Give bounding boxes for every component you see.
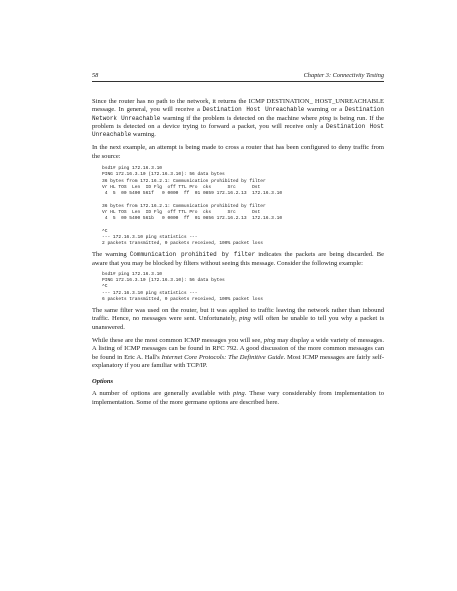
code-line: --- 172.16.3.10 ping statistics --- bbox=[102, 290, 198, 296]
code-line: PING 172.16.3.10 (172.16.3.10): 56 data bytes bbox=[102, 172, 225, 178]
inline-code: Destination Host Unreachable bbox=[202, 106, 305, 114]
text-run: indicates the packets are being discarded. Be aware that you may be blocked by filters without seeing this message. Consider the following example: bbox=[92, 251, 385, 267]
chapter-title: Chapter 3: Connectivity Testing bbox=[303, 72, 384, 79]
code-line: Vr HL TOS Len ID Flg off TTL Pro cks Src Dst bbox=[102, 184, 261, 190]
code-line: ^C bbox=[102, 228, 108, 234]
book-page bbox=[92, 72, 384, 407]
code-line: 36 bytes from 172.16.2.1: Communication prohibited by filter bbox=[102, 178, 266, 184]
section-heading-options: Options bbox=[92, 378, 114, 386]
code-block-filter bbox=[102, 166, 384, 247]
code-line: Vr HL TOS Len ID Flg off TTL Pro cks Src Dst bbox=[102, 209, 261, 215]
text-run: warning. bbox=[131, 131, 156, 139]
text-run: The same filter was used on the router, but it was applied to traffic leaving the network rather than inbound traffic. Hence, no messages were sent. Unfortunately, bbox=[92, 307, 384, 323]
code-line: 6 packets transmitted, 0 packets received, 100% packet loss bbox=[102, 296, 263, 302]
inline-code: Communication prohibited by filter bbox=[129, 251, 256, 259]
paragraph-same-filter bbox=[92, 307, 384, 332]
code-line: bsd1# ping 172.16.3.10 bbox=[102, 271, 163, 277]
command-name: ping bbox=[263, 337, 276, 345]
paragraph-next-example: In the next example, an attempt is being made to cross a router that has been configured to deny traffic from the source: bbox=[92, 144, 384, 160]
paragraph-options bbox=[92, 390, 384, 407]
paragraph-prohibited bbox=[92, 251, 384, 268]
text-run: . These vary considerably from implementation to implementation. Some of the more germane options are described here. bbox=[92, 390, 384, 406]
code-line: 2 packets transmitted, 0 packets received, 100% packet loss bbox=[102, 241, 263, 247]
text-run: may display a wide variety of messages. A listing of ICMP messages can be found in RFC 792. A good discussion of the more common messages can be found in Eric A. Hall's bbox=[92, 337, 384, 361]
inline-code: Destination Network Unreachable bbox=[92, 106, 384, 122]
text-run: is being run. If the problem is detected on a device trying to forward a packet, you will receive only a bbox=[92, 114, 384, 130]
command-name: ping bbox=[239, 315, 251, 323]
text-run: While these are the most common ICMP messages you will see, bbox=[92, 337, 264, 345]
book-title: Internet Core Protocols: The Definitive Guide bbox=[161, 353, 284, 361]
running-header bbox=[92, 72, 384, 82]
code-line: bsd1# ping 172.16.3.10 bbox=[102, 166, 163, 172]
code-line: --- 172.16.3.10 ping statistics --- bbox=[102, 234, 198, 240]
code-line: 36 bytes from 172.16.2.1: Communication prohibited by filter bbox=[102, 203, 266, 209]
text-run: The warning bbox=[92, 251, 130, 259]
code-line: 4 5 00 5400 561f 0 0000 ff 01 0859 172.16.2.13 172.16.3.10 bbox=[102, 191, 283, 197]
code-line: 4 5 00 5400 561b 0 0000 ff 01 0856 172.16.2.13 172.16.3.10 bbox=[102, 216, 283, 222]
inline-code: Destination Host Unreachable bbox=[92, 122, 384, 139]
paragraph-icmp-messages bbox=[92, 337, 384, 370]
page-number: 58 bbox=[92, 72, 99, 79]
code-line: ^C bbox=[102, 284, 108, 290]
text-run: warning if the problem is detected on the machine where bbox=[160, 114, 320, 122]
command-name: ping bbox=[319, 114, 332, 122]
text-run: Since the router has no path to the network, it returns the ICMP DESTINATION_ HOST_UNREACHABLE message. In general, you will receive a bbox=[92, 98, 384, 114]
code-line: PING 172.16.3.10 (172.16.3.10): 56 data bytes bbox=[102, 278, 225, 284]
text-run: A number of options are generally available with bbox=[92, 390, 233, 398]
text-run: will often be unable to tell you why a packet is unanswered. bbox=[92, 315, 384, 331]
command-name: ping bbox=[233, 390, 245, 398]
text-run: . Most ICMP messages are fairly self-explanatory if you are familiar with TCP/IP. bbox=[92, 353, 385, 369]
paragraph-unreachable bbox=[92, 98, 384, 139]
code-block-silent bbox=[102, 272, 384, 303]
text-run: warning or a bbox=[304, 106, 345, 114]
